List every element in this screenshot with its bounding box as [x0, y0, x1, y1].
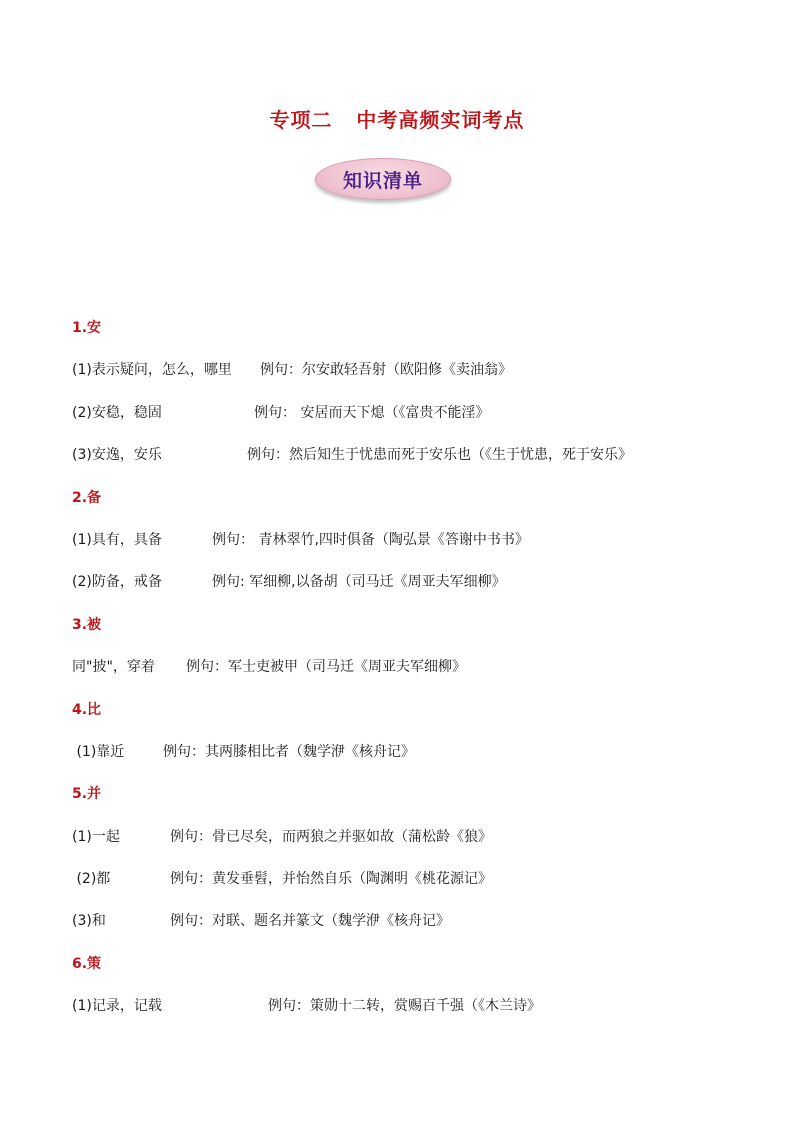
sense-line — [72, 403, 490, 423]
entry-heading: 1.安 — [72, 320, 102, 336]
entry-heading: 5.并 — [72, 786, 102, 802]
sense-example: 例句：然后知生于忧患而死于安乐也（《生于忧患，死于安乐》 — [247, 447, 632, 463]
sense-line — [72, 911, 450, 931]
entry-heading: 3.被 — [72, 617, 102, 633]
sense-line — [72, 530, 529, 550]
sense-example: 例句: 军细柳,以备胡（司马迁《周亚夫军细柳》 — [212, 574, 506, 590]
sense-line — [72, 869, 492, 889]
sense-example: 例句：黄发垂髫，并怡然自乐（陶渊明《桃花源记》 — [170, 871, 492, 887]
sense-line — [72, 996, 541, 1016]
sense-meaning: (1)记录，记载 — [72, 998, 162, 1014]
sense-meaning: (3)安逸，安乐 — [72, 447, 162, 463]
sense-meaning: (2)安稳，稳固 — [72, 405, 162, 421]
sense-example: 例句：对联、题名并篆文（魏学洢《核舟记》 — [170, 913, 450, 929]
sense-meaning: (3)和 — [72, 913, 106, 929]
sense-example: 例句： 安居而天下熄（《富贵不能淫》 — [254, 405, 490, 421]
sense-line — [72, 445, 632, 465]
sense-example: 例句：军士吏被甲（司马迁《周亚夫军细柳》 — [186, 659, 466, 675]
sense-example: 例句：策勋十二转，赏赐百千强（《木兰诗》 — [268, 998, 541, 1014]
sense-meaning: 同"披"，穿着 — [72, 659, 155, 675]
sense-meaning: (1)具有，具备 — [72, 532, 162, 548]
sense-meaning: (1)表示疑问，怎么，哪里 — [72, 362, 232, 378]
sense-example: 例句：骨已尽矣，而两狼之并驱如故（蒲松龄《狼》 — [170, 829, 492, 845]
sense-line — [72, 742, 415, 762]
sense-line — [72, 360, 512, 380]
sense-meaning: (2)都 — [72, 871, 111, 887]
sense-example: 例句： 青林翠竹,四时俱备（陶弘景《答谢中书书》 — [212, 532, 529, 548]
sense-line — [72, 827, 492, 847]
sense-example: 例句：其两膝相比者（魏学洢《核舟记》 — [163, 744, 415, 760]
sense-line — [72, 572, 506, 592]
knowledge-list-badge — [315, 158, 451, 200]
sense-meaning: (1)一起 — [72, 829, 120, 845]
page-title: 专项二 中考高频实词考点 — [269, 108, 525, 132]
entry-heading: 6.策 — [72, 956, 102, 972]
sense-meaning: (2)防备，戒备 — [72, 574, 162, 590]
badge-label: 知识清单 — [342, 169, 423, 192]
sense-line — [72, 657, 466, 677]
sense-example: 例句：尔安敢轻吾射（欧阳修《卖油翁》 — [260, 362, 512, 378]
sense-meaning: (1)靠近 — [72, 744, 125, 760]
entry-heading: 2.备 — [72, 490, 102, 506]
entry-heading: 4.比 — [72, 702, 102, 718]
